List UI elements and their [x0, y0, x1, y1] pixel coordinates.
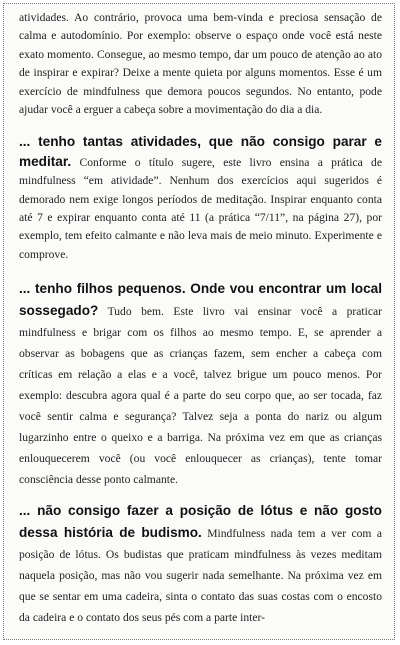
section-body: Mindfulness nada tem a ver com a posição de lótus. Os budistas que praticam mindfulness às vezes meditam naquela posição, mas não vou sugerir nada semelhante. Na próxima vez em que se sentar em uma cadeira, sinta o contato das suas costas com o encosto da cadeira e o contato dos seus pés com a parte inter- [19, 527, 382, 625]
section-small-children [19, 278, 382, 490]
book-page [3, 3, 395, 640]
intro-paragraph: atividades. Ao contrário, provoca uma bem-vinda e preciosa sensação de calma e autodomínio. Por exemplo: observe o espaço onde você está neste exato momento. Consegue, ao mesmo tempo, dar um pouco de atenção ao ato de inspirar e expirar? Deixe a mente quieta por alguns momentos. Esse é um exercício de mindfulness que demora poucos segundos. No entanto, pode ajudar você a erguer a cabeça sobre a movimentação do dia a dia. [19, 11, 382, 117]
section-adult-busy [19, 133, 382, 264]
section-body: Conforme o título sugere, este livro ensina a prática de mindfulness “em atividade”. Nenhum dos exercícios aqui sugeridos é demorado nem exige longos períodos de meditação. Inspirar enquanto conta até 7 e expirar enquanto conta até 11 (a prática “7/11”, na página 27), por exemplo, tem efeito calmante e não leva mais de meio minuto. Experimente e comprove. [19, 155, 382, 261]
section-heading: ... não consigo fazer a posição de lótus e não gosto dessa história de budismo. [19, 503, 382, 541]
section-lotus-position [19, 500, 382, 628]
section-heading: ... tenho tantas atividades, que não consigo parar e meditar. [19, 134, 382, 169]
section-body: Tudo bem. Este livro vai ensinar você a praticar mindfulness e brigar com os filhos ao mesmo tempo. E, se aprender a observar as bobagens que as crianças fazem, sem encher a cabeça com críticas em relação a elas e a você, talvez brigue um pouco menos. Por exemplo: descubra agora qual é a parte do seu corpo que, ao ser tocada, faz você sentir calma e segurança? Talvez seja a ponta do nariz ou algum lugarzinho entre o queixo e a barriga. Na próxima vez em que as crianças enlouquecerem você (ou você enlouquecer as crianças), tente tomar consciência desse ponto calmante. [19, 305, 382, 487]
section-heading: ... tenho filhos pequenos. Onde vou encontrar um local sossegado? [19, 281, 382, 319]
page-content [19, 9, 382, 628]
